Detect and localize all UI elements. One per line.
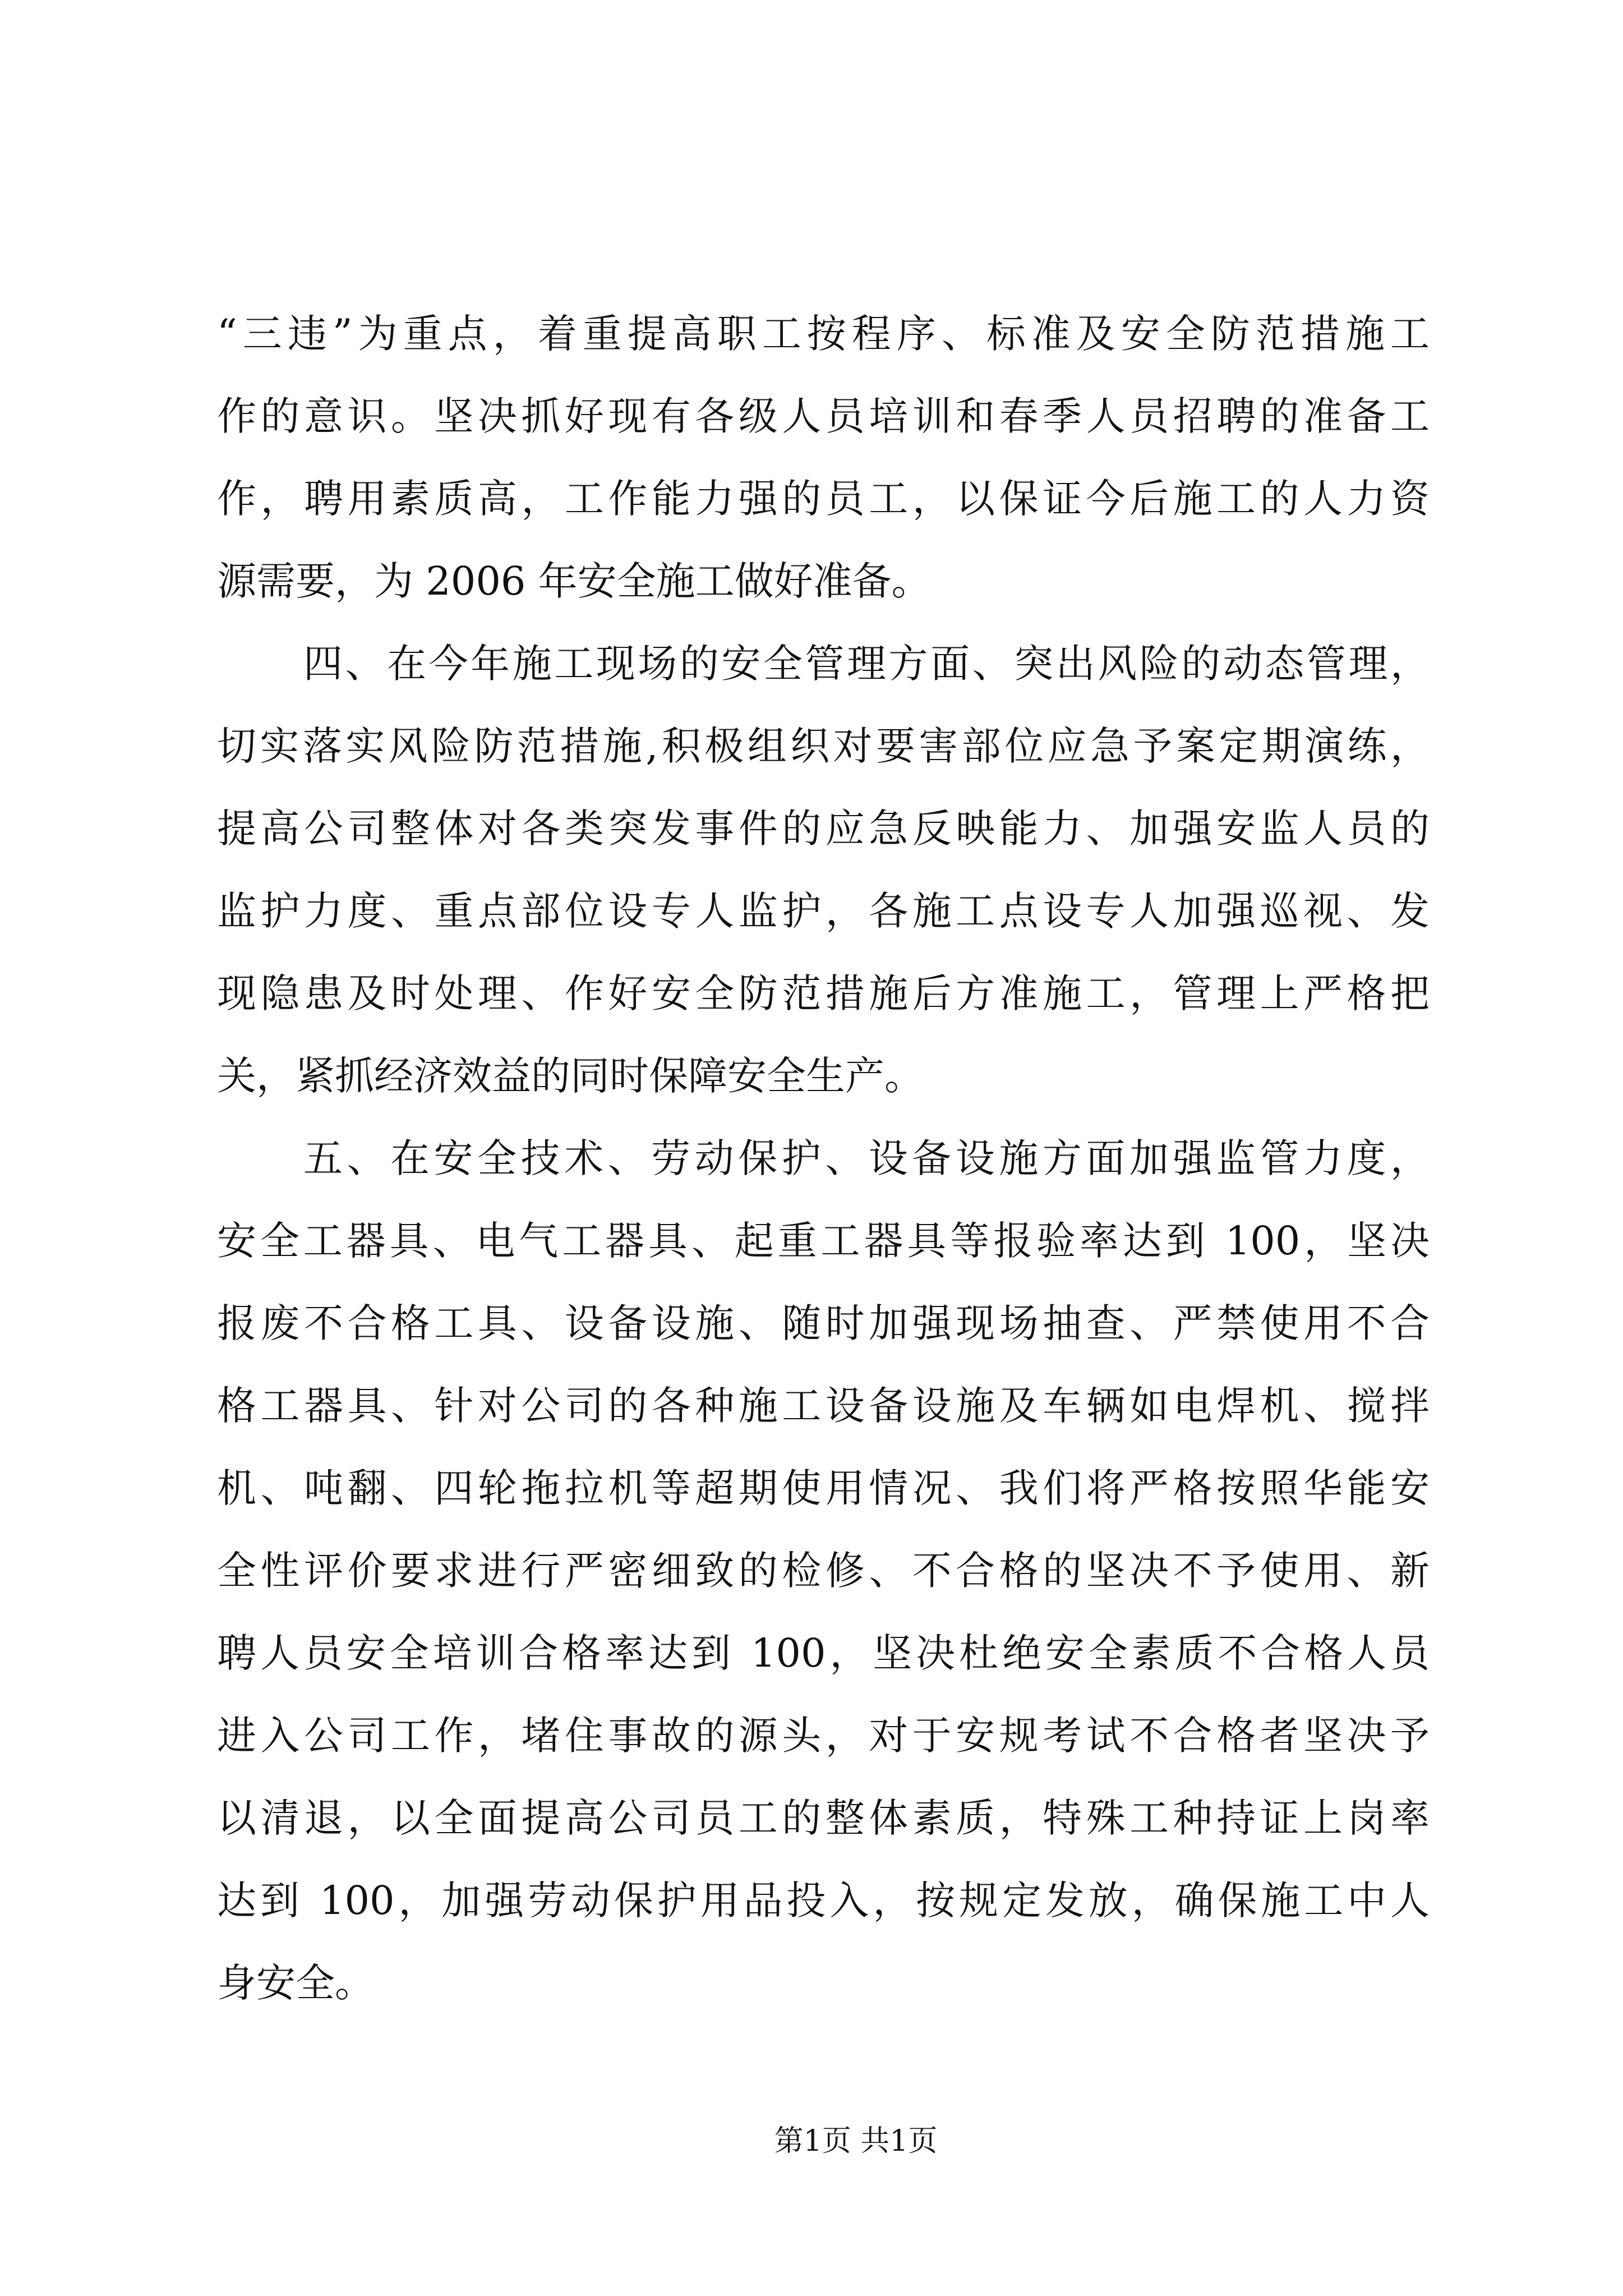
page-footer: 第1页 共1页 — [774, 2124, 938, 2158]
text-line: 切实落实风险防范措施,积极组织对要害部位应急予案定期演练， — [217, 723, 1430, 769]
text-line: “三违”为重点，着重提高职工按程序、标准及安全防范措施工 — [217, 311, 1430, 357]
text-line: 现隐患及时处理、作好安全防范措施后方准施工，管理上严格把 — [217, 970, 1430, 1016]
text-line: 达到 100，加强劳动保护用品投入，按规定发放，确保施工中人 — [217, 1878, 1430, 1924]
text-line: 机、吨翻、四轮拖拉机等超期使用情况、我们将严格按照华能安 — [217, 1465, 1430, 1511]
text-line: 监护力度、重点部位设专人监护，各施工点设专人加强巡视、发 — [217, 888, 1430, 934]
paragraph-1 — [217, 293, 1430, 623]
paragraph-2 — [217, 623, 1430, 1117]
text-line: 格工器具、针对公司的各种施工设备设施及车辆如电焊机、搅拌 — [217, 1383, 1430, 1429]
text-line: 作的意识。坚决抓好现有各级人员培训和春季人员招聘的准备工 — [217, 393, 1430, 439]
text-line: 源需要，为 2006 年安全施工做好准备。 — [217, 558, 931, 604]
paragraph-3 — [217, 1117, 1430, 2024]
text-line: 安全工器具、电气工器具、起重工器具等报验率达到 100，坚决 — [217, 1218, 1430, 1264]
text-line: 全性评价要求进行严密细致的检修、不合格的坚决不予使用、新 — [217, 1548, 1430, 1594]
document-body — [217, 293, 1430, 2024]
text-line: 作，聘用素质高，工作能力强的员工，以保证今后施工的人力资 — [217, 476, 1430, 522]
text-line: 关，紧抓经济效益的同时保障安全生产。 — [217, 1053, 924, 1099]
text-line: 报废不合格工具、设备设施、随时加强现场抽查、严禁使用不合 — [217, 1300, 1430, 1346]
text-line: 五、在安全技术、劳动保护、设备设施方面加强监管力度， — [303, 1135, 1430, 1181]
text-line: 身安全。 — [217, 1960, 374, 2006]
text-line: 四、在今年施工现场的安全管理方面、突出风险的动态管理， — [303, 641, 1430, 687]
text-line: 进入公司工作，堵住事故的源头，对于安规考试不合格者坚决予 — [217, 1713, 1430, 1759]
text-line: 以清退，以全面提高公司员工的整体素质，特殊工种持证上岗率 — [217, 1795, 1430, 1841]
text-line: 聘人员安全培训合格率达到 100，坚决杜绝安全素质不合格人员 — [217, 1630, 1430, 1676]
text-line: 提高公司整体对各类突发事件的应急反映能力、加强安监人员的 — [217, 806, 1430, 852]
